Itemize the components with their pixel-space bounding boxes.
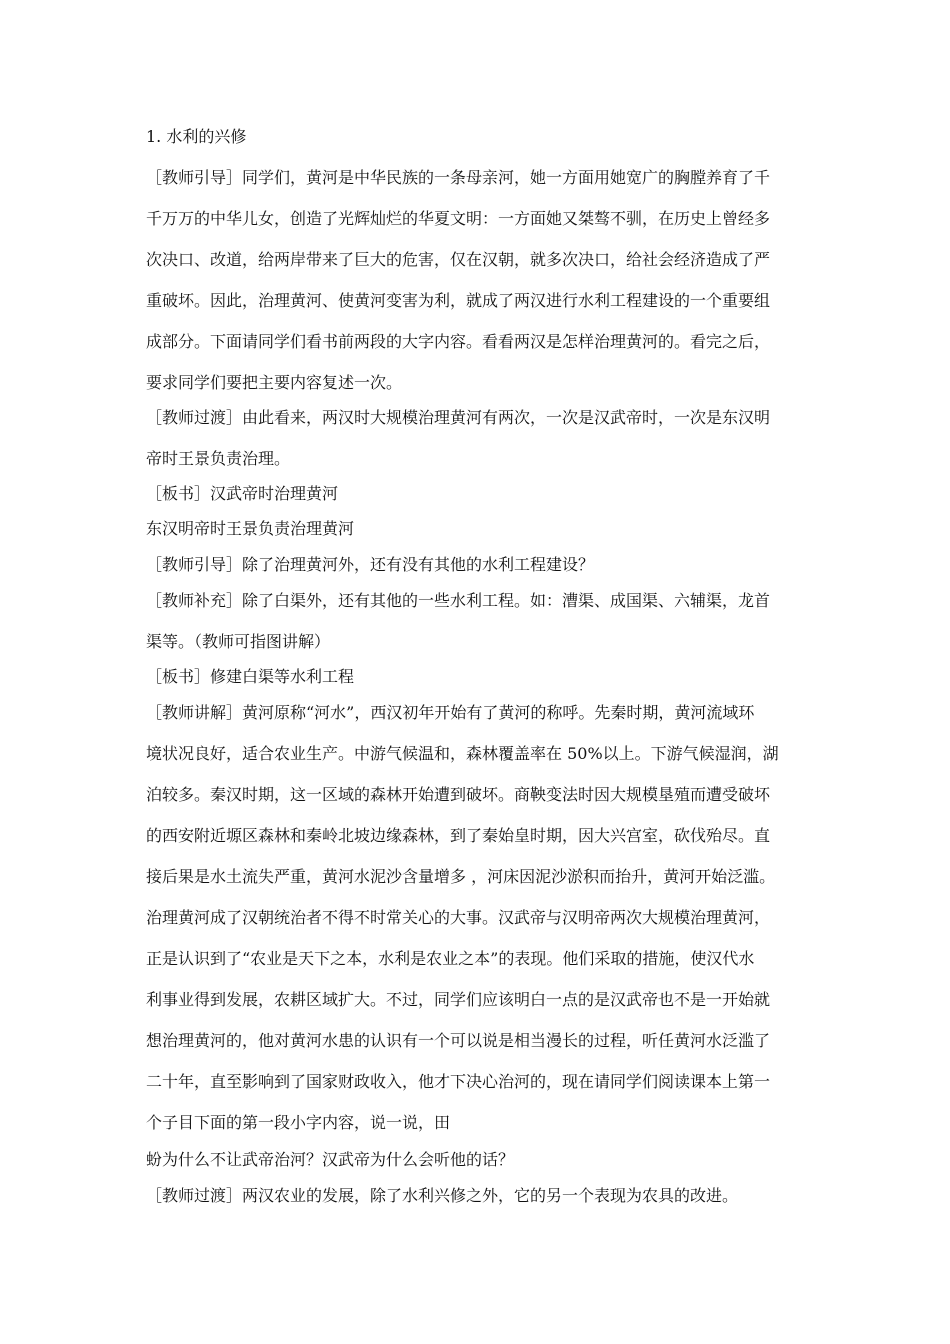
paragraph-line: 治理黄河成了汉朝统治者不得不时常关心的大事。汉武帝与汉明帝两次大规模治理黄河，	[146, 908, 771, 927]
paragraph-line: 接后果是水土流失严重，黄河水泥沙含量增多 ，河床因泥沙淤积而抬升，黄河开始泛滥。	[146, 867, 776, 886]
paragraph-line: ［教师引导］同学们，黄河是中华民族的一条母亲河，她一方面用她宽广的胸膛养育了千	[146, 168, 771, 187]
paragraph-line: 帝时王景负责治理。	[146, 449, 291, 468]
paragraph-line: 要求同学们要把主要内容复述一次。	[146, 373, 403, 392]
section-heading: 1. 水利的兴修	[146, 127, 247, 146]
paragraph-line: 想治理黄河的，他对黄河水患的认识有一个可以说是相当漫长的过程，听任黄河水泛滥了	[146, 1031, 771, 1050]
paragraph-line: 的西安附近塬区森林和秦岭北坡边缘森林，到了秦始皇时期，因大兴宫室，砍伐殆尽。直	[146, 826, 771, 845]
paragraph-line: 次决口、改道，给两岸带来了巨大的危害，仅在汉朝，就多次决口，给社会经济造成了严	[146, 250, 771, 269]
paragraph-line: 蚡为什么不让武帝治河？汉武帝为什么会听他的话？	[146, 1150, 515, 1169]
paragraph-line: 成部分。下面请同学们看书前两段的大字内容。看看两汉是怎样治理黄河的。看完之后，	[146, 332, 771, 351]
paragraph-line: 境状况良好，适合农业生产。中游气候温和，森林覆盖率在 50%以上。下游气候湿润，湖	[146, 744, 779, 763]
paragraph-line: 二十年，直至影响到了国家财政收入，他才下决心治河的，现在请同学们阅读课本上第一	[146, 1072, 771, 1091]
paragraph-line: 利事业得到发展，农耕区域扩大。不过，同学们应该明白一点的是汉武帝也不是一开始就	[146, 990, 771, 1009]
paragraph-line: 渠等。（教师可指图讲解）	[146, 632, 331, 651]
paragraph-line: 泊较多。秦汉时期，这一区域的森林开始遭到破坏。商鞅变法时因大规模垦殖而遭受破坏	[146, 785, 771, 804]
paragraph-line: ［教师引导］除了治理黄河外，还有没有其他的水利工程建设？	[146, 555, 595, 574]
paragraph-line: ［教师补充］除了白渠外，还有其他的一些水利工程。如：漕渠、成国渠、六辅渠，龙首	[146, 591, 771, 610]
paragraph-line: ［教师过渡］由此看来，两汉时大规模治理黄河有两次，一次是汉武帝时，一次是东汉明	[146, 408, 771, 427]
paragraph-line: 正是认识到了“农业是天下之本，水利是农业之本”的表现。他们采取的措施，使汉代水	[146, 949, 755, 968]
blackboard-note: 东汉明帝时王景负责治理黄河	[146, 519, 355, 538]
paragraph-line: 重破坏。因此，治理黄河、使黄河变害为利，就成了两汉进行水利工程建设的一个重要组	[146, 291, 771, 310]
paragraph-line: 千万万的中华儿女，创造了光辉灿烂的华夏文明：一方面她又桀骜不驯，在历史上曾经多	[146, 209, 771, 228]
blackboard-note: ［板书］修建白渠等水利工程	[146, 667, 355, 686]
paragraph-line: ［教师讲解］黄河原称“河水”，西汉初年开始有了黄河的称呼。先秦时期，黄河流域环	[146, 703, 755, 722]
blackboard-note: ［板书］汉武帝时治理黄河	[146, 484, 339, 503]
paragraph-line: ［教师过渡］两汉农业的发展，除了水利兴修之外，它的另一个表现为农具的改进。	[146, 1186, 739, 1205]
paragraph-line: 个子目下面的第一段小字内容，说一说，田	[146, 1113, 451, 1132]
